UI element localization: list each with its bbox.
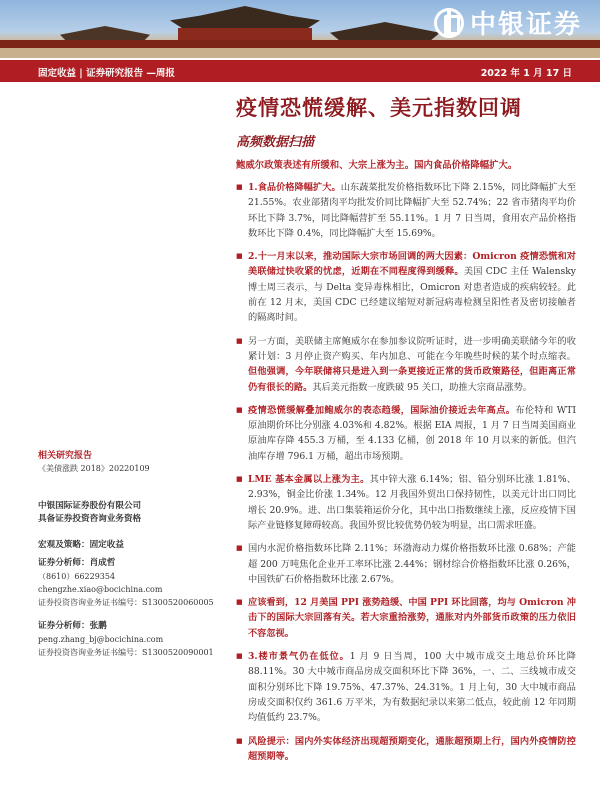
paragraph-body: 布伦特和 WTI 原油期价环比分别涨 4.03%和 4.82%。根据 EIA 周报，1 月 7 日当周美国商业原油库存降 455.3 万桶，至 4.133 亿桶，创 2018 年 10 月以来的新低。但汽油库存增 796.1 万桶，超出市场预期。: [248, 404, 576, 462]
report-subtitle: 高频数据扫描: [236, 135, 315, 150]
bullet-icon: ■: [236, 183, 243, 191]
banner-ground: [0, 48, 600, 58]
sector-label: 宏观及策略：固定收益: [38, 540, 124, 550]
paragraph-lead: 2.十一月末以来，推动国际大宗市场回调的两大因素：Omicron 疫情恐慌和对美联储过快收紧的忧虑，近期在不同程度得到缓释。: [248, 251, 576, 278]
company-qualification: 具备证券投资咨询业务资格: [38, 514, 142, 524]
logo-text: 中银证券: [469, 10, 582, 40]
bullet-icon: ■: [236, 544, 243, 553]
analyst-cert: 证券投资咨询业务证书编号：S1300520090001: [38, 648, 214, 657]
banner-building: [330, 22, 440, 40]
boc-logo-icon: [434, 8, 464, 38]
lead-summary: 鲍威尔政策表述有所缓和、大宗上涨为主。国内食品价格降幅扩大。: [236, 160, 518, 171]
analyst-name: 证券分析师：张鹏: [38, 621, 107, 631]
report-info-bar: [0, 60, 600, 82]
report-date: 2022 年 1 月 17 日: [480, 68, 572, 79]
report-title: 疫情恐慌缓解、美元指数回调: [236, 95, 522, 120]
paragraph-emphasis: 但他强调，今年联储将只是进入到一条更接近正常的货币政策路径，但距离正常仍有很长的路。: [248, 366, 576, 393]
paragraph: [236, 649, 576, 725]
company-info: [38, 500, 141, 526]
paragraph: [236, 403, 576, 464]
paragraph-body: 其后美元指数一度跌破 95 关口，助推大宗商品涨势。: [312, 381, 532, 393]
paragraph: [236, 249, 576, 325]
paragraph: [236, 180, 576, 241]
bullet-icon: ■: [236, 736, 243, 745]
analyst-card: [38, 620, 228, 659]
paragraph: [236, 541, 576, 587]
paragraph-body: 美国 CDC 主任 Walensky 博士周三表示，与 Delta 变异毒株相比，Omicron 对患者造成的疾病较轻。此前在 12 月末，美国 CDC 已经建议缩短对新冠病毒检测呈阳性者及密切接触者的隔离时间。: [248, 266, 577, 324]
report-category: 固定收益 | 证券研究报告 —周报: [38, 68, 175, 79]
bullet-icon: ■: [236, 252, 243, 261]
paragraph-body: 国内水泥价格指数环比降 2.11%；环渤海动力煤价格指数环比涨 0.68%；产能超 200 万吨焦化企业开工率环比涨 2.44%；钢材综合价格指数环比涨 0.26%，中国铁矿石价格指数环比涨 2.67%。: [248, 543, 576, 585]
paragraph: [236, 472, 576, 533]
paragraph-lead: 疫情恐慌缓解叠加鲍威尔的表态趋缓，国际油价接近去年高点。: [248, 404, 516, 416]
bullet-icon: ■: [236, 652, 243, 661]
analyst-email[interactable]: chengzhe.xiao@bocichina.com: [38, 585, 163, 594]
paragraph: [236, 334, 576, 395]
header-banner: [0, 0, 600, 58]
analyst-card: [38, 557, 228, 609]
risk-warning: 风险提示：国内外实体经济出现超预期变化，通胀超预期上行，国内外疫情防控超预期等。: [248, 735, 576, 762]
paragraph-lead: 3.楼市景气仍在低位。: [248, 651, 350, 663]
paragraph: [236, 595, 576, 641]
bullet-icon: ■: [236, 475, 243, 484]
paragraph-lead: LME 基本金属以上涨为主。: [248, 474, 370, 486]
paragraph-body: 另一方面，美联储主席鲍威尔在参加参议院听证时，进一步明确美联储今年的收紧计划：3 月停止资产购买、年内加息、可能在今年晚些时候的某个时点缩表。: [248, 335, 576, 362]
banner-building: [170, 6, 320, 30]
paragraph: [236, 734, 576, 765]
bullet-icon: ■: [236, 598, 243, 607]
related-report-link[interactable]: 《美债涨跌 2018》20220109: [38, 464, 150, 473]
bullet-icon: ■: [236, 405, 243, 414]
company-name: 中银国际证券股份有限公司: [38, 501, 142, 511]
paragraph-body: 1 月 9 日当周，100 大中城市成交土地总价环比降 88.11%。30 大中城市商品房成交面积环比下降 36%，一、二、三线城市成交面积分别环比下降 19.75%、47.37%、24.31%。1 月上旬，30 大中城市商品房成交面积仅约 361.6 万平米，为有数据纪录以来第二低点，较此前 12 年同期均值低约 23.7%。: [248, 651, 576, 724]
analyst-name: 证券分析师：肖成哲: [38, 558, 116, 568]
company-logo: [434, 4, 582, 41]
related-research-heading: 相关研究报告: [38, 451, 93, 461]
analyst-phone: （8610）66229354: [38, 572, 116, 581]
analyst-cert: 证券投资咨询业务证书编号：S1300520060005: [38, 598, 214, 607]
paragraph-body: 山东蔬菜批发价格指数环比下降 2.15%，同比降幅扩大至 21.55%。农业部猪肉平均批发价同比降幅扩大至 52.74%；22 省市猪肉平均价环比下降 3.7%，同比降幅营扩至 55.11%。1 月 7 日当周，食用农产品价格指数环比下降 0.4%，同比降幅扩大至 15.69%。: [248, 182, 576, 239]
paragraph-body: 其中锌大涨 6.14%；铝、铅分别环比涨 1.81%、2.93%，铜金比价涨 1.34%。12 月我国外贸出口保持韧性，以美元计出口同比增长 20.9%。进、出口集装箱运价分化，其中出口指数继续上涨，反应疫情下国际产业链修复障碍较高。我国外贸比较优势仍较为明显，出口需求旺盛。: [248, 474, 576, 531]
bullet-icon: ■: [236, 336, 243, 345]
paragraph-lead: 应该看到，12 月美国 PPI 涨势趋缓、中国 PPI 环比回落，均与 Omicron 冲击下的国际大宗回落有关。若大宗重拾涨势，通胀对内外部货币政策的压力依旧不容忽视。: [248, 597, 576, 639]
analyst-email[interactable]: peng.zhang_bj@bocichina.com: [38, 635, 164, 644]
main-content: [236, 180, 576, 772]
paragraph-lead: 1.食品价格降幅扩大。: [248, 182, 341, 193]
